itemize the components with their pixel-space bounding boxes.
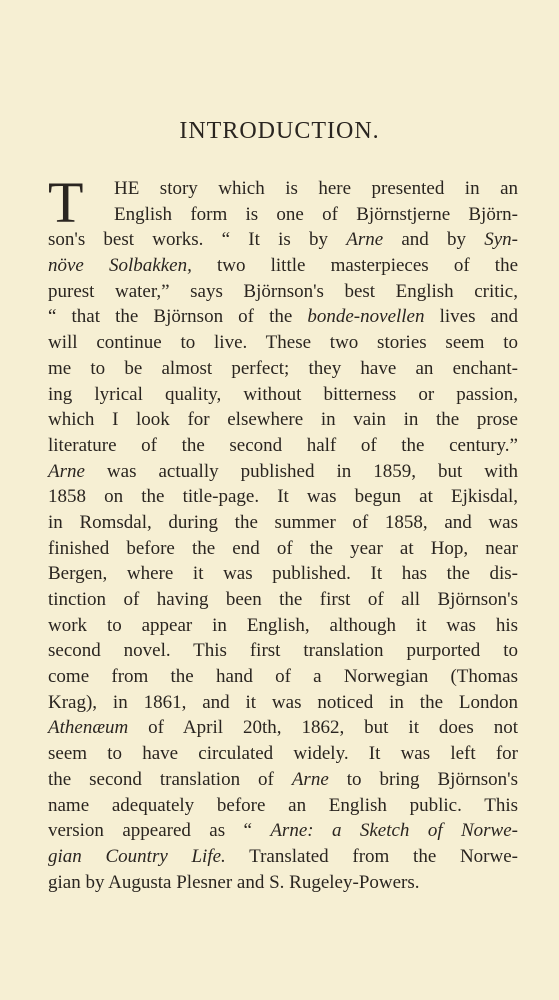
body-text — [48, 170, 519, 895]
italic-text: gian Country Life. — [48, 845, 226, 867]
italic-text: Syn- — [484, 229, 518, 251]
text-line: ing lyrical quality, without bitterness or passion, — [48, 383, 518, 405]
text-line: me to be almost perfect; they have an enchant- — [48, 357, 518, 379]
text-line: the second translation of Arne to bring Björnson's — [48, 768, 518, 790]
text-line: English form is one of Björnstjerne Björn- — [114, 203, 518, 225]
text-line: literature of the second half of the century.” — [48, 434, 518, 456]
italic-text: Arne — [48, 460, 85, 482]
text-line: seem to have circulated widely. It was left for — [48, 743, 518, 765]
text-line: Athenæum of April 20th, 1862, but it does not — [48, 717, 518, 739]
italic-text: Arne — [291, 768, 329, 790]
text-line: gian Country Life. Translated from the Norwe- — [48, 845, 518, 867]
italic-text: Athenæum — [48, 717, 129, 739]
text-line: second novel. This first translation purported to — [48, 640, 518, 662]
italic-text: bonde-novellen — [307, 306, 425, 328]
text-line: tinction of having been the first of all Björnson's — [48, 589, 518, 610]
text-line: come from the hand of a Norwegian (Thomas — [48, 666, 518, 688]
text-line: purest water,” says Björnson's best English critic, — [48, 280, 518, 302]
text-line: gian by Augusta Plesner and S. Rugeley-Powers. — [48, 871, 420, 893]
text-line: Bergen, where it was published. It has the dis- — [48, 563, 518, 585]
text-line: in Romsdal, during the summer of 1858, and was — [48, 511, 518, 533]
text-line: work to appear in English, although it was his — [48, 614, 518, 636]
text-line: name adequately before an English public. This — [48, 794, 518, 816]
text-line: will continue to live. These two stories seem to — [48, 332, 518, 354]
italic-text: Arne — [346, 229, 384, 251]
drop-cap: T — [48, 170, 84, 235]
text-line: finished before the end of the year at Hop, near — [48, 537, 518, 559]
chapter-heading: INTRODUCTION. — [179, 118, 380, 144]
text-line: which I look for elsewhere in vain in the prose — [48, 409, 518, 431]
text-line: HE story which is here presented in an — [114, 178, 518, 199]
text-line: version appeared as “ Arne: a Sketch of Norwe- — [48, 820, 518, 842]
text-line: Krag), in 1861, and it was noticed in the London — [48, 691, 518, 713]
text-line: Arne was actually published in 1859, but with — [48, 460, 518, 482]
italic-text: Arne: a Sketch of Norwe- — [270, 820, 518, 842]
text-line: “ that the Björnson of the bonde-novellen lives and — [48, 306, 518, 328]
text-line: növe Solbakken, two little masterpieces of the — [48, 255, 519, 277]
italic-text: növe Solbakken, — [48, 255, 192, 277]
text-line: 1858 on the title-page. It was begun at Ejkisdal, — [48, 486, 518, 508]
text-line: son's best works. “ It is by Arne and by Syn- — [48, 229, 518, 251]
